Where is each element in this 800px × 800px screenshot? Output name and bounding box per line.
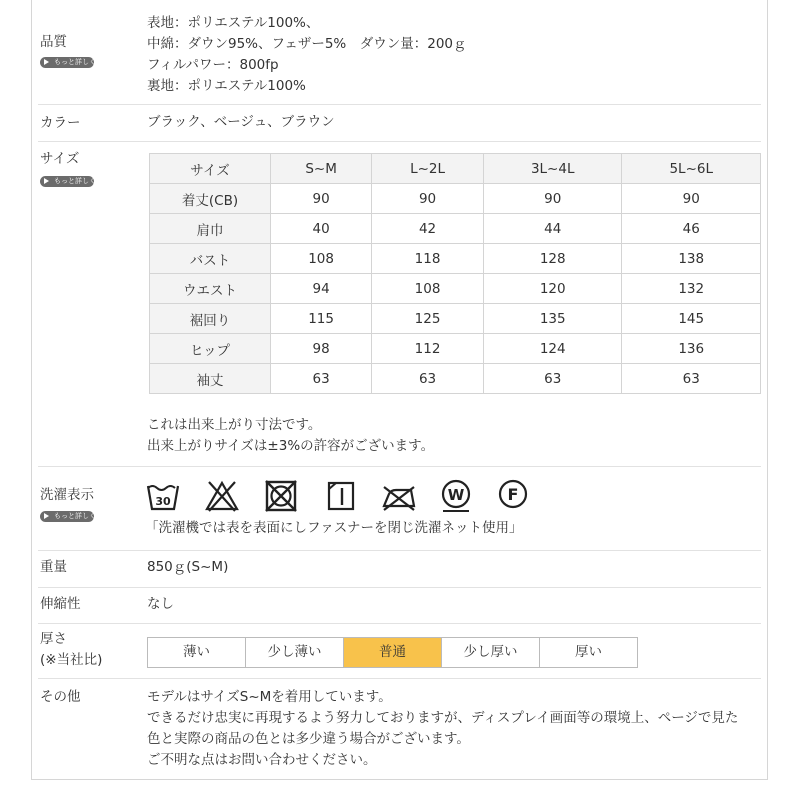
other-line: 色と実際の商品の色とは多少違う場合がございます。 [147, 731, 470, 747]
other-label: その他 [40, 689, 81, 705]
row-header: 肩巾 [150, 214, 271, 244]
row-header: 袖丈 [150, 364, 271, 394]
stretch-label: 伸縮性 [40, 596, 81, 612]
divider [38, 678, 761, 679]
color-value: ブラック、ベージュ、ブラウン [147, 114, 335, 130]
material-label: 品質 [40, 34, 67, 50]
table-cell: 135 [483, 304, 622, 334]
table-row [150, 244, 761, 274]
table-cell: 128 [483, 244, 622, 274]
size-column-header: L~2L [372, 154, 484, 184]
dry-clean-letter: F [507, 485, 519, 504]
weight-value: 850ｇ(S~M) [147, 559, 229, 575]
table-cell: 132 [622, 274, 761, 304]
table-row [150, 334, 761, 364]
thickness-option-thin: 薄い [148, 638, 246, 667]
divider [38, 587, 761, 588]
table-cell: 46 [622, 214, 761, 244]
size-note: 出来上がりサイズは±3%の許容がございます。 [147, 438, 435, 454]
material-value [147, 13, 467, 97]
table-cell: 124 [483, 334, 622, 364]
thickness-option-thick: 厚い [575, 644, 602, 660]
material-more-button[interactable] [40, 57, 94, 68]
row-header: 着丈(CB) [150, 184, 271, 214]
line-dry-shade-icon [323, 478, 359, 514]
table-cell: 40 [271, 214, 372, 244]
row-header: 裾回り [150, 304, 271, 334]
iron-prohibited-icon [381, 478, 417, 514]
thickness-scale [147, 637, 638, 668]
care-label: 洗濯表示 [40, 487, 94, 503]
divider [38, 623, 761, 624]
row-header: ウエスト [150, 274, 271, 304]
other-line: できるだけ忠実に再現するよう努力しておりますが、ディスプレイ画面等の環境上、ページで見た [147, 710, 739, 726]
table-cell: 108 [372, 274, 484, 304]
material-line: フィルパワー：800fp [147, 57, 279, 73]
wet-clean-letter: W [447, 486, 465, 504]
table-cell: 138 [622, 244, 761, 274]
color-label: カラー [40, 115, 81, 131]
weight-label: 重量 [40, 559, 67, 575]
size-notes [147, 415, 434, 457]
other-line: モデルはサイズS~Mを着用しています。 [147, 689, 392, 705]
table-cell: 90 [483, 184, 622, 214]
row-header: バスト [150, 244, 271, 274]
table-cell: 125 [372, 304, 484, 334]
wash-temperature: 30 [155, 495, 171, 508]
table-cell: 44 [483, 214, 622, 244]
play-arrow-icon [44, 513, 49, 519]
size-column-header: サイズ [150, 154, 271, 184]
table-cell: 115 [271, 304, 372, 334]
spec-panel [31, 0, 768, 780]
table-cell: 63 [622, 364, 761, 394]
material-line: 裏地：ポリエステル100% [147, 78, 306, 94]
more-label: もっと詳しく [54, 58, 96, 66]
other-line: ご不明な点はお問い合わせください。 [147, 752, 377, 768]
divider [38, 550, 761, 551]
size-label: サイズ [40, 151, 80, 167]
care-more-button[interactable] [40, 511, 94, 522]
table-cell: 63 [483, 364, 622, 394]
table-cell: 63 [372, 364, 484, 394]
table-cell: 98 [271, 334, 372, 364]
row-header: ヒップ [150, 334, 271, 364]
size-more-button[interactable] [40, 176, 94, 187]
other-value [147, 687, 738, 771]
table-cell: 136 [622, 334, 761, 364]
more-label: もっと詳しく [54, 177, 96, 185]
table-cell: 42 [372, 214, 484, 244]
no-bleach-icon [204, 478, 240, 514]
play-arrow-icon [44, 178, 49, 184]
care-note: 「洗濯機では表を表面にしファスナーを閉じ洗濯ネット使用」 [145, 520, 523, 536]
table-cell: 118 [372, 244, 484, 274]
table-cell: 63 [271, 364, 372, 394]
table-cell: 145 [622, 304, 761, 334]
wet-clean-icon [438, 478, 474, 514]
table-row [150, 184, 761, 214]
thickness-label: 厚さ [40, 631, 67, 647]
thickness-option-normal: 普通 [344, 638, 442, 667]
material-line: 表地：ポリエステル100%、 [147, 15, 320, 31]
play-arrow-icon [44, 59, 49, 65]
thickness-sublabel: (※当社比) [40, 652, 103, 668]
table-row [150, 304, 761, 334]
divider [38, 104, 761, 105]
table-cell: 90 [271, 184, 372, 214]
table-cell: 120 [483, 274, 622, 304]
thickness-option-slightly-thin: 少し薄い [246, 638, 344, 667]
thickness-option-slightly-thick: 少し厚い [442, 638, 540, 667]
divider [38, 466, 761, 467]
size-column-header: 5L~6L [622, 154, 761, 184]
dry-clean-f-icon [495, 478, 531, 514]
stretch-value: なし [147, 596, 174, 612]
table-cell: 108 [271, 244, 372, 274]
table-cell: 90 [372, 184, 484, 214]
size-note: これは出来上がり寸法です。 [147, 417, 322, 433]
table-row [150, 274, 761, 304]
no-tumble-dry-icon [263, 478, 299, 514]
size-column-header: 3L~4L [483, 154, 622, 184]
more-label: もっと詳しく [54, 512, 96, 520]
table-row [150, 364, 761, 394]
wash-30-icon [145, 478, 181, 514]
table-cell: 112 [372, 334, 484, 364]
size-table-header [150, 154, 761, 184]
table-cell: 94 [271, 274, 372, 304]
material-line: 中綿：ダウン95%、フェザー5% ダウン量：200ｇ [147, 36, 467, 52]
size-table [149, 153, 761, 394]
divider [38, 141, 761, 142]
size-column-header: S~M [271, 154, 372, 184]
table-row [150, 214, 761, 244]
table-cell: 90 [622, 184, 761, 214]
